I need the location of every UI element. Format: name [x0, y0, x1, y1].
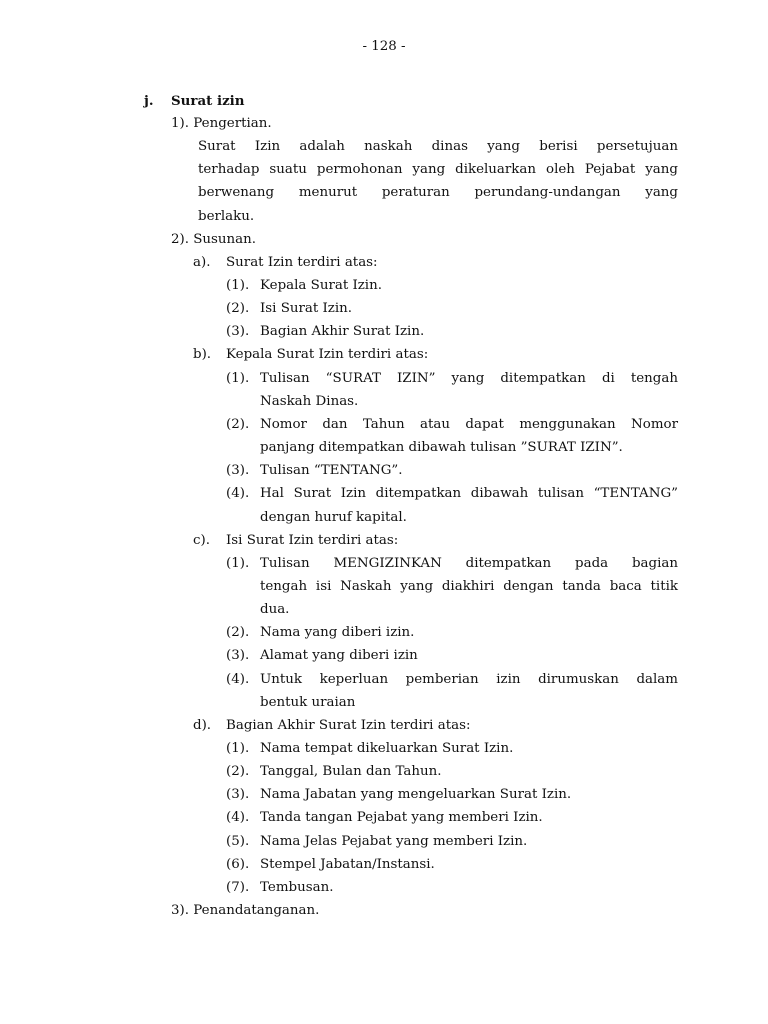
subitem-marker: a). [193, 255, 211, 270]
list-item-marker: (7). [226, 880, 250, 895]
point-label: 2). Susunan. [171, 232, 257, 247]
paragraph-line: Surat Izin adalah naskah dinas yang berisi persetujuan [198, 139, 678, 154]
list-item-text: Isi Surat Izin. [260, 301, 353, 316]
list-item-text: Tulisan “SURAT IZIN” yang ditempatkan di tengah [260, 371, 678, 386]
section-title: Surat izin [171, 93, 245, 109]
list-item-marker: (4). [226, 672, 250, 687]
list-item-text: Bagian Akhir Surat Izin. [260, 324, 425, 339]
list-item-marker: (5). [226, 834, 250, 849]
list-item-marker: (4). [226, 810, 250, 825]
subitem-text: Surat Izin terdiri atas: [226, 255, 378, 270]
subitem-marker: c). [193, 533, 210, 548]
list-item-marker: (2). [226, 417, 250, 432]
list-item-text: Nama yang diberi izin. [260, 625, 415, 640]
list-item-text: Alamat yang diberi izin [260, 648, 418, 663]
list-item-marker: (1). [226, 371, 250, 386]
list-item-marker: (2). [226, 625, 250, 640]
list-item-text: Stempel Jabatan/Instansi. [260, 857, 435, 872]
list-item-text: Tanggal, Bulan dan Tahun. [260, 764, 442, 779]
list-item-text: Naskah Dinas. [260, 394, 359, 409]
paragraph-line: berlaku. [198, 209, 255, 224]
list-item-marker: (6). [226, 857, 250, 872]
list-item-text: Tembusan. [260, 880, 334, 895]
list-item-text: Tulisan “TENTANG”. [260, 463, 403, 478]
subitem-text: Bagian Akhir Surat Izin terdiri atas: [226, 718, 471, 733]
list-item-marker: (3). [226, 648, 250, 663]
list-item-text: Nama tempat dikeluarkan Surat Izin. [260, 741, 514, 756]
list-item-text: Hal Surat Izin ditempatkan dibawah tulisan “TENTANG” [260, 486, 678, 501]
list-item-text: Tanda tangan Pejabat yang memberi Izin. [260, 810, 543, 825]
list-item-text: Nama Jelas Pejabat yang memberi Izin. [260, 834, 528, 849]
list-item-marker: (1). [226, 556, 250, 571]
paragraph-line: terhadap suatu permohonan yang dikeluarkan oleh Pejabat yang [198, 162, 678, 177]
list-item-marker: (3). [226, 463, 250, 478]
list-item-text: Tulisan MENGIZINKAN ditempatkan pada bagian [260, 556, 678, 571]
list-item-marker: (1). [226, 278, 250, 293]
subitem-marker: d). [193, 718, 212, 733]
list-item-text: tengah isi Naskah yang diakhiri dengan tanda baca titik [260, 579, 678, 594]
list-item-marker: (2). [226, 764, 250, 779]
point-label: 1). Pengertian. [171, 116, 272, 131]
list-item-text: bentuk uraian [260, 695, 356, 710]
list-item-marker: (2). [226, 301, 250, 316]
list-item-text: Nama Jabatan yang mengeluarkan Surat Izin. [260, 787, 572, 802]
page-number: - 128 - [362, 39, 406, 54]
section-letter: j. [144, 93, 154, 109]
point-label: 3). Penandatanganan. [171, 903, 320, 918]
list-item-text: dengan huruf kapital. [260, 510, 407, 525]
subitem-text: Isi Surat Izin terdiri atas: [226, 533, 399, 548]
list-item-text: panjang ditempatkan dibawah tulisan ”SURAT IZIN”. [260, 440, 623, 455]
list-item-text: Kepala Surat Izin. [260, 278, 382, 293]
list-item-text: Nomor dan Tahun atau dapat menggunakan Nomor [260, 417, 678, 432]
paragraph-line: berwenang menurut peraturan perundang-undangan yang [198, 185, 678, 200]
list-item-text: Untuk keperluan pemberian izin dirumuskan dalam [260, 672, 678, 687]
list-item-text: dua. [260, 602, 290, 617]
subitem-marker: b). [193, 347, 212, 362]
subitem-text: Kepala Surat Izin terdiri atas: [226, 347, 429, 362]
list-item-marker: (3). [226, 324, 250, 339]
list-item-marker: (4). [226, 486, 250, 501]
list-item-marker: (1). [226, 741, 250, 756]
list-item-marker: (3). [226, 787, 250, 802]
